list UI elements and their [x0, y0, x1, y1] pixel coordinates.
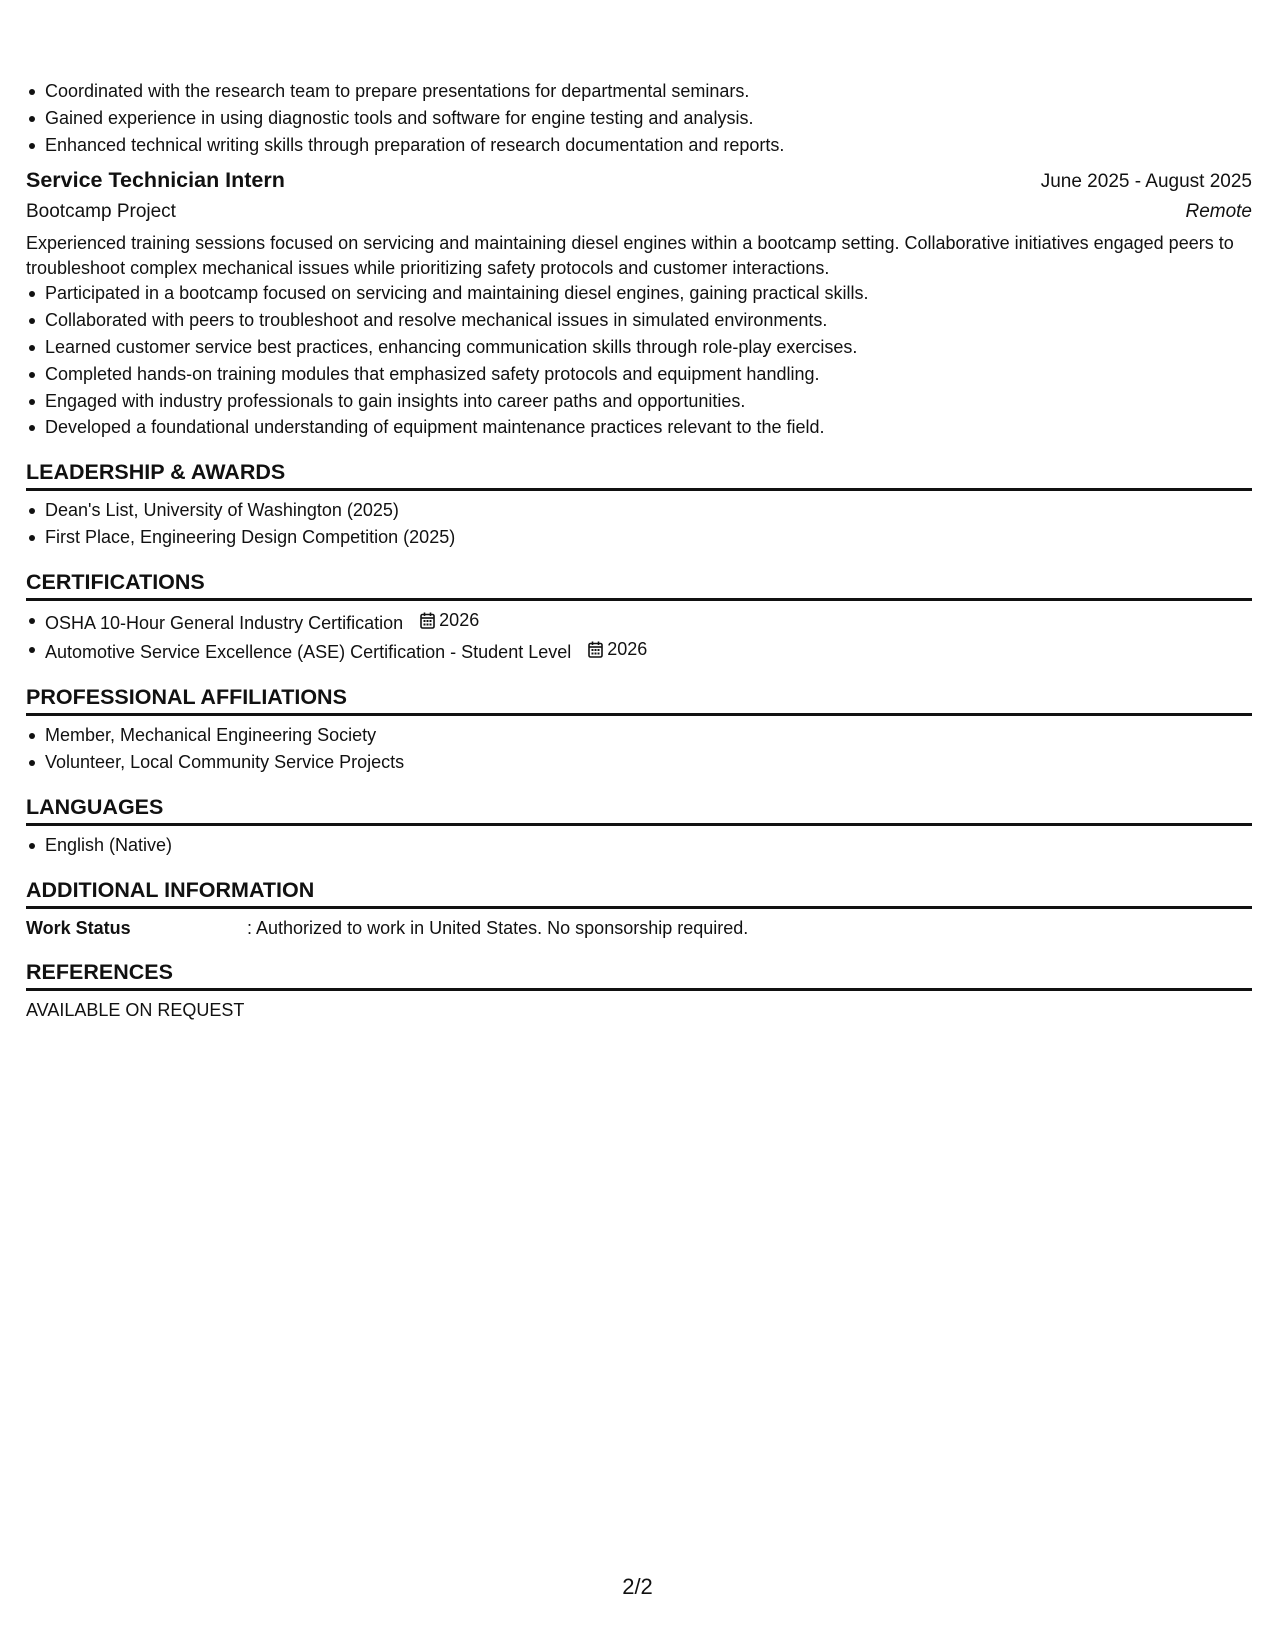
previous-job-bullets	[26, 78, 1252, 158]
affiliations-list	[26, 722, 1252, 776]
work-status-row	[26, 915, 1252, 941]
calendar-icon	[588, 641, 603, 658]
section-heading-certifications: CERTIFICATIONS	[26, 570, 1252, 601]
page-number: 2/2	[622, 1574, 653, 1599]
section-heading-leadership: LEADERSHIP & AWARDS	[26, 460, 1252, 491]
resume-page	[26, 78, 1252, 1023]
certifications-list	[26, 607, 1252, 666]
section-heading-languages: LANGUAGES	[26, 795, 1252, 826]
certification-date	[420, 607, 479, 634]
work-status-value: : Authorized to work in United States. No sponsorship required.	[247, 917, 749, 938]
certification-name: Automotive Service Excellence (ASE) Certification - Student Level	[45, 642, 572, 663]
job-subheader	[26, 201, 1252, 223]
section-heading-references: REFERENCES	[26, 960, 1252, 991]
job-bullets	[26, 280, 1252, 441]
list-item: Completed hands-on training modules that emphasized safety protocols and equipment handling.	[26, 361, 1252, 388]
section-heading-additional: ADDITIONAL INFORMATION	[26, 878, 1252, 909]
list-item: English (Native)	[26, 832, 1252, 859]
references-text: AVAILABLE ON REQUEST	[26, 999, 245, 1020]
work-status-label: Work Status	[26, 917, 131, 938]
job-header	[26, 168, 1252, 193]
list-item	[26, 607, 1252, 637]
calendar-icon	[420, 612, 435, 629]
certification-year: 2026	[607, 639, 648, 660]
list-item: Coordinated with the research team to prepare presentations for departmental seminars.	[26, 78, 1252, 105]
job-description: Experienced training sessions focused on servicing and maintaining diesel engines within a bootcamp setting. Collaborative initiatives engaged peers to troubleshoot complex mechanical issues while prioritizing safety protocols and customer interactions.	[26, 233, 1234, 278]
section-heading-affiliations: PROFESSIONAL AFFILIATIONS	[26, 685, 1252, 716]
list-item: Volunteer, Local Community Service Projects	[26, 749, 1252, 776]
list-item: First Place, Engineering Design Competition (2025)	[26, 524, 1252, 551]
leadership-list	[26, 497, 1252, 551]
job-organization: Bootcamp Project	[26, 201, 176, 223]
list-item: Enhanced technical writing skills through preparation of research documentation and reports.	[26, 132, 1252, 159]
list-item	[26, 636, 1252, 666]
list-item: Member, Mechanical Engineering Society	[26, 722, 1252, 749]
list-item: Gained experience in using diagnostic tools and software for engine testing and analysis.	[26, 105, 1252, 132]
list-item: Dean's List, University of Washington (2025)	[26, 497, 1252, 524]
certification-year: 2026	[439, 609, 480, 630]
job-location: Remote	[1185, 201, 1252, 223]
certification-name: OSHA 10-Hour General Industry Certification	[45, 612, 404, 633]
list-item: Learned customer service best practices, enhancing communication skills through role-play exercises.	[26, 334, 1252, 361]
job-title: Service Technician Intern	[26, 168, 285, 193]
list-item: Engaged with industry professionals to gain insights into career paths and opportunities.	[26, 388, 1252, 415]
list-item: Collaborated with peers to troubleshoot and resolve mechanical issues in simulated environments.	[26, 307, 1252, 334]
list-item: Participated in a bootcamp focused on servicing and maintaining diesel engines, gaining practical skills.	[26, 280, 1252, 307]
languages-list	[26, 832, 1252, 859]
job-dates: June 2025 - August 2025	[1040, 171, 1252, 193]
list-item: Developed a foundational understanding of equipment maintenance practices relevant to the field.	[26, 414, 1252, 441]
certification-date	[588, 636, 647, 663]
